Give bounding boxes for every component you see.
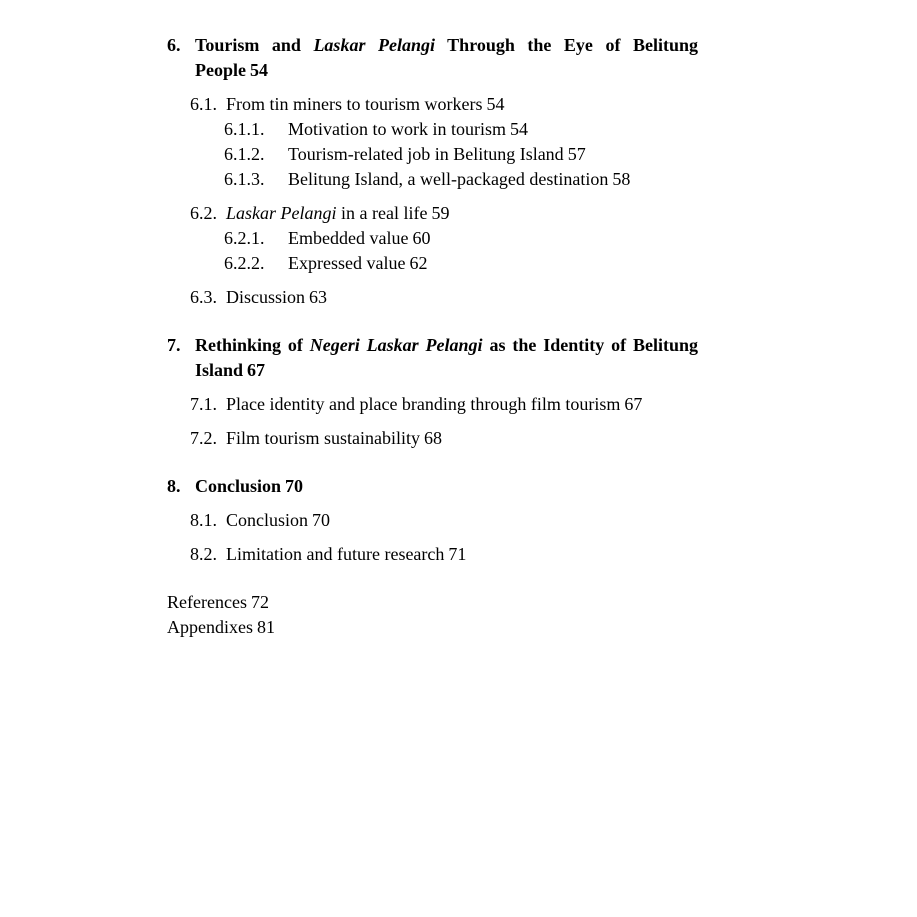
entry-text: Place identity and place branding through film tourism — [226, 394, 621, 414]
entry-text: Embedded value — [288, 228, 409, 248]
toc-entry-6-title-line2 — [167, 58, 745, 83]
page-number: 58 — [612, 169, 631, 189]
toc-entry-8 — [167, 474, 745, 499]
entry-title-italic: Laskar Pelangi — [313, 35, 435, 55]
entry-text: References — [167, 592, 247, 612]
page-number: 81 — [256, 617, 275, 637]
toc-entry-6-1-1 — [167, 117, 745, 142]
toc-entry-6-2-1 — [167, 226, 745, 251]
entry-number: 8.2. — [190, 544, 217, 564]
page-number: 54 — [250, 60, 268, 80]
entry-number: 6.1.3. — [224, 169, 265, 189]
page-number: 72 — [250, 592, 269, 612]
entry-title-text: Island — [195, 360, 244, 380]
entry-text: Limitation and future research — [226, 544, 445, 564]
toc-entry-6-2 — [167, 201, 745, 226]
page-number: 68 — [424, 428, 443, 448]
page-number: 57 — [567, 144, 586, 164]
page-number: 70 — [285, 476, 304, 496]
entry-number: 6.1.1. — [224, 119, 265, 139]
entry-text: Belitung Island, a well-packaged destination — [288, 169, 609, 189]
toc-entry-appendixes — [167, 615, 745, 640]
entry-text: Conclusion — [226, 510, 309, 530]
toc-entry-8-2 — [167, 542, 745, 567]
entry-number: 6.2.2. — [224, 253, 265, 273]
entry-number: 6.1.2. — [224, 144, 265, 164]
entry-number: 7.1. — [190, 394, 217, 414]
page-number: 67 — [624, 394, 643, 414]
entry-title-text: Rethinking of — [195, 335, 310, 355]
entry-number: 7. — [167, 335, 181, 355]
toc-entry-7-2 — [167, 426, 745, 451]
entry-number: 6.2.1. — [224, 228, 265, 248]
toc-entry-6-3 — [167, 285, 745, 310]
toc-entry-6-1 — [167, 92, 745, 117]
entry-text: Film tourism sustainability — [226, 428, 421, 448]
toc-entry-6-2-2 — [167, 251, 745, 276]
toc-entry-6-1-3 — [167, 167, 745, 192]
entry-number: 6.2. — [190, 203, 217, 223]
entry-text: Motivation to work in tourism — [288, 119, 506, 139]
page-number: 60 — [412, 228, 431, 248]
page-number: 54 — [486, 94, 505, 114]
entry-title-italic: Negeri Laskar Pelangi — [309, 335, 483, 355]
entry-text: Discussion — [226, 287, 306, 307]
entry-number: 7.2. — [190, 428, 217, 448]
page-number: 67 — [247, 360, 266, 380]
entry-number: 8. — [167, 476, 181, 496]
entry-title-text: People — [195, 60, 246, 80]
toc-entry-7-title-line1 — [167, 333, 698, 358]
entry-title-text: Through the Eye of Belitung — [434, 35, 698, 55]
toc-entry-6-1-2 — [167, 142, 745, 167]
page-number: 71 — [448, 544, 467, 564]
entry-title-text: Tourism and — [195, 35, 314, 55]
page-number: 62 — [409, 253, 428, 273]
entry-title-text: Conclusion — [195, 476, 282, 496]
toc-entry-7-title-line2 — [167, 358, 745, 383]
entry-number: 8.1. — [190, 510, 217, 530]
entry-text: From tin miners to tourism workers — [226, 94, 483, 114]
toc-entry-6-title-line1 — [167, 33, 698, 58]
entry-number: 6. — [167, 35, 181, 55]
entry-number: 6.3. — [190, 287, 217, 307]
entry-text: Tourism-related job in Belitung Island — [288, 144, 564, 164]
entry-text-italic: Laskar Pelangi — [226, 203, 337, 223]
toc-entry-7-1 — [167, 392, 745, 417]
page-number: 63 — [309, 287, 328, 307]
page-number: 54 — [510, 119, 528, 139]
entry-text: Expressed value — [288, 253, 406, 273]
toc-entry-8-1 — [167, 508, 745, 533]
entry-text: Appendixes — [167, 617, 253, 637]
toc-entry-references — [167, 590, 745, 615]
page-number: 70 — [312, 510, 331, 530]
entry-text: in a real life — [336, 203, 428, 223]
page-number: 59 — [431, 203, 450, 223]
entry-title-text: as the Identity of Belitung — [482, 335, 698, 355]
entry-number: 6.1. — [190, 94, 217, 114]
